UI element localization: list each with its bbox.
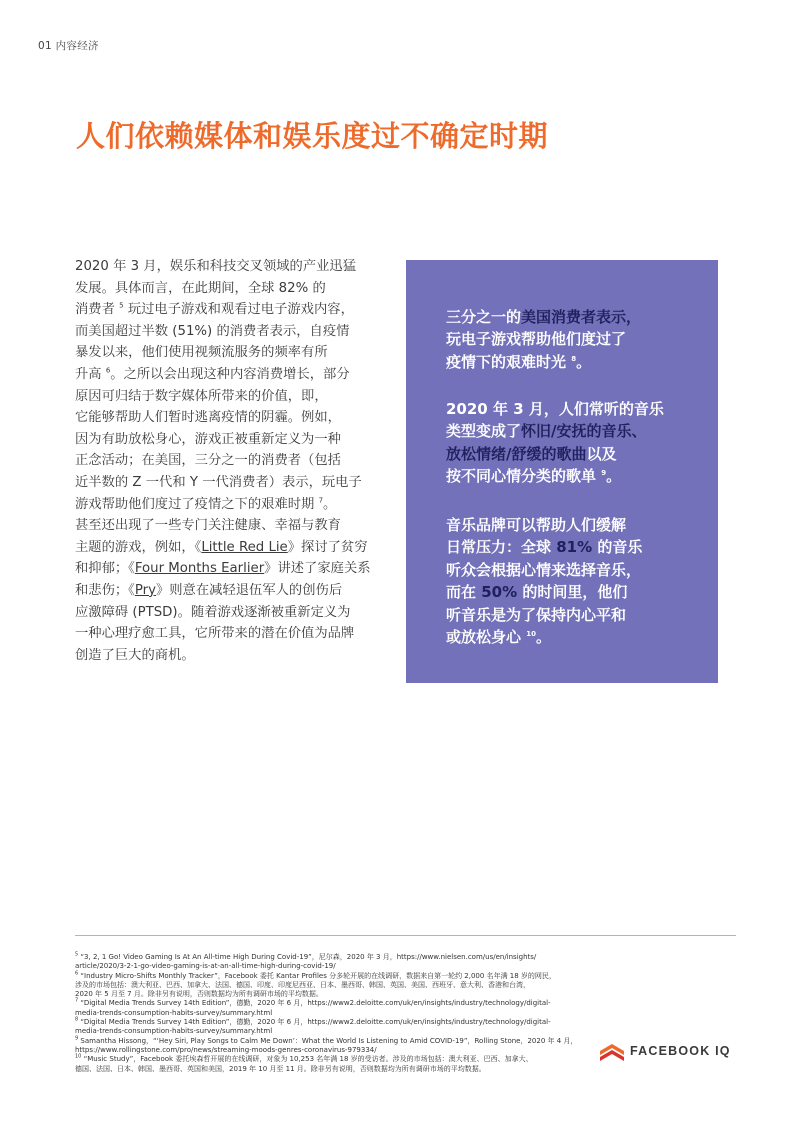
body-line: 升高 $^6$。之所以会出现这种内容消费增长，部分 <box>75 366 350 382</box>
body-line: 消费者 $^5$ 玩过电子游戏和观看过电子游戏内容， <box>75 301 354 318</box>
section-label: 01 内容经济 <box>38 40 99 52</box>
footnote-ref[interactable]: 7 <box>318 496 324 505</box>
footnote-5: $^5$ “3, 2, 1 Go! Video Gaming Is At An All-time High During Covid-19”，尼尔森，2020 年 3 月，https://www.nielsen.com/us/en/insights/ <box>75 951 537 961</box>
body-line: 暴发以来，他们使用视频流服务的频率有所 <box>75 345 328 361</box>
stat-music-genres: 2020 年 3 月，人们常听的音乐 类型变成了怀旧/安抚的音乐、 放松情绪/舒缓的歌曲以及 按不同心情分类的歌单 $^9$。 <box>446 400 664 486</box>
body-line: 发展。具体而言，在此期间，全球 82% 的 <box>75 280 326 296</box>
body-text <box>75 256 393 666</box>
body-line: 因为有助放松身心，游戏正被重新定义为一种 <box>75 431 341 447</box>
facebook-iq-mark-icon <box>600 1040 624 1062</box>
footnote-10: $^{10}$ “Music Study”，Facebook 委托埃森哲开展的在线调研，对象为 10,253 名年满 18 岁的受访者。涉及的市场包括：澳大利亚、巴西、加拿大、 <box>75 1053 533 1064</box>
footnote-line: media-trends-consumption-habits-survey/summary.html <box>75 1027 273 1036</box>
body-line: 创造了巨大的商机。 <box>75 647 195 663</box>
footnote-ref[interactable]: 8 <box>571 354 577 363</box>
footnote-ref[interactable]: 9 <box>601 469 607 478</box>
footnote-line: article/2020/3-2-1-go-video-gaming-is-at-an-all-time-high-during-covid-19/ <box>75 962 336 971</box>
brand-name: FACEBOOK IQ <box>630 1044 731 1058</box>
stat-music-brands: 音乐品牌可以帮助人们缓解 日常压力：全球 81% 的音乐 听众会根据心情来选择音乐， 而在 50% 的时间里，他们 听音乐是为了保持内心平和 或放松身心 $^{10}$。 <box>446 516 643 647</box>
body-line: 主题的游戏，例如，《Little Red Lie》探讨了贫穷 <box>75 539 368 555</box>
footnotes <box>75 953 595 1074</box>
body-line: 2020 年 3 月，娱乐和科技交叉领域的产业迅猛 <box>75 259 357 274</box>
footnote-ref[interactable]: 6 <box>105 366 111 375</box>
footnote-line: 涉及的市场包括：澳大利亚、巴西、加拿大、法国、德国、印度、印度尼西亚、日本、墨西哥、韩国、英国、美国、西班牙、意大利、香港和台湾， <box>75 980 530 989</box>
footnote-6: $^6$ “Industry Micro-Shifts Monthly Tracker”，Facebook 委托 Kantar Profiles 分多轮开展的在线调研，数据来自第一轮约 2,000 名年满 18 岁的网民， <box>75 970 556 980</box>
body-line: 正念活动；在美国，三分之一的消费者（包括 <box>75 453 341 469</box>
link-little-red-lie[interactable]: Little Red Lie <box>201 539 288 555</box>
footer-divider <box>75 935 736 936</box>
footnote-9: $^9$ Samantha Hissong，“‘Hey Siri, Play Songs to Calm Me Down’：What the World Is Listening to Amid COVID-19”，Rolling Stone，2020 年 4 月， <box>75 1035 578 1045</box>
link-four-months-earlier[interactable]: Four Months Earlier <box>134 561 265 577</box>
body-line: 而美国超过半数 (51%) 的消费者表示，自疫情 <box>75 323 350 339</box>
link-pry[interactable]: Pry <box>134 582 156 598</box>
footnote-line: https://www.rollingstone.com/pro/news/streaming-moods-genres-coronavirus-979334/ <box>75 1045 377 1054</box>
body-line: 甚至还出现了一些专门关注健康、幸福与教育 <box>75 518 341 534</box>
body-line: 原因可归结于数字媒体所带来的价值，即， <box>75 388 328 404</box>
highlight-panel <box>406 260 718 683</box>
footnote-ref[interactable]: 10 <box>526 630 536 639</box>
page-title: 人们依赖媒体和娱乐度过不确定时期 <box>76 119 549 153</box>
footnote-ref[interactable]: 5 <box>119 301 124 310</box>
stat-gaming: 三分之一的美国消费者表示， 玩电子游戏帮助他们度过了 疫情下的艰难时光 $^8$。 <box>446 308 642 371</box>
footnote-line: 德国、法国、日本、韩国、墨西哥、英国和美国，2019 年 10 月至 11 月。除非另有说明，否则数据均为所有调研市场的平均数据。 <box>75 1064 486 1073</box>
body-line: 和悲伤；《Pry》则意在减轻退伍军人的创伤后 <box>75 582 343 598</box>
body-line: 近半数的 Z 一代和 Y 一代消费者）表示，玩电子 <box>75 474 362 490</box>
facebook-iq-logo <box>600 1040 740 1064</box>
body-line: 它能够帮助人们暂时逃离疫情的阴霾。例如， <box>75 410 341 426</box>
footnote-line: media-trends-consumption-habits-survey/summary.html <box>75 1008 273 1017</box>
body-line: 应激障碍 (PTSD)。随着游戏逐渐被重新定义为 <box>75 604 351 620</box>
footnote-7: $^7$ “Digital Media Trends Survey 14th Edition”，德勤，2020 年 6 月，https://www2.deloitte.com/uk/en/insights/industry/technology/digital- <box>75 998 551 1008</box>
footnote-line: 2020 年 5 月至 7 月。除非另有说明，否则数据均为所有调研市场的平均数据。 <box>75 990 323 999</box>
footnote-8: $^8$ “Digital Media Trends Survey 14th Edition”，德勤，2020 年 6 月，https://www2.deloitte.com/uk/en/insights/industry/technology/digital- <box>75 1016 551 1027</box>
body-line: 游戏帮助他们度过了疫情之下的艰难时期 $^7$。 <box>75 496 337 512</box>
body-line: 和抑郁；《Four Months Earlier》讲述了家庭关系 <box>75 561 371 577</box>
body-line: 一种心理疗愈工具，它所带来的潜在价值为品牌 <box>75 626 355 642</box>
